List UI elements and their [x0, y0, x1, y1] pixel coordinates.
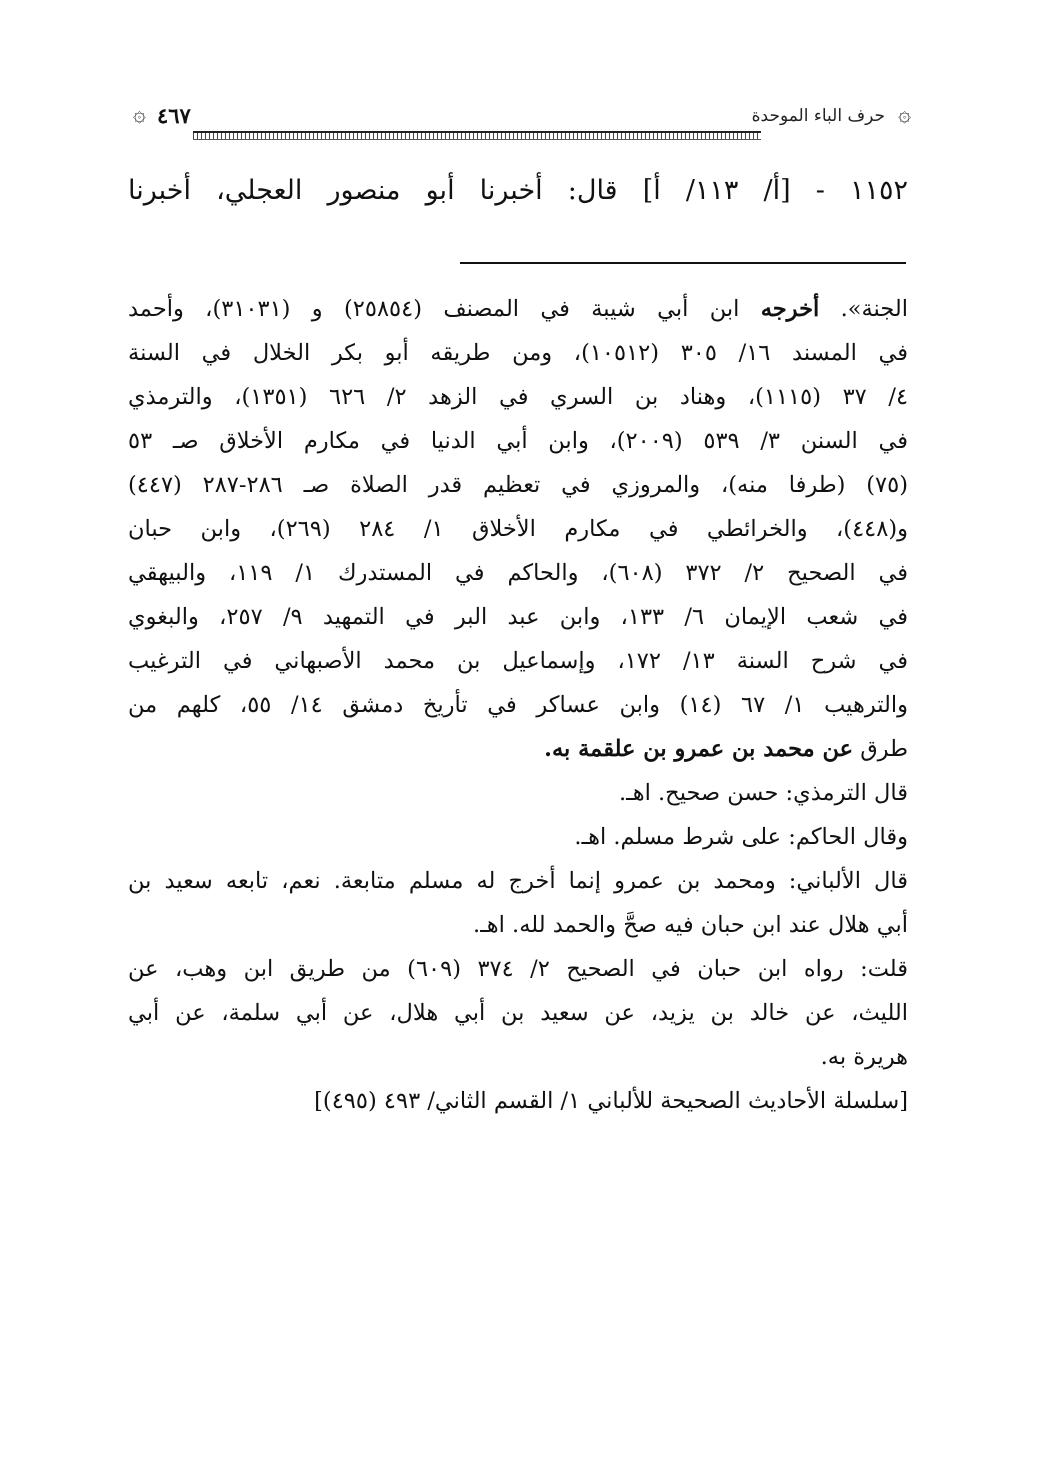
footnote-line: في المسند ١٦/ ٣٠٥ (١٠٥١٢)، ومن طريقه أبو بكر الخلال في السنة	[128, 340, 908, 366]
footnote-line: طرق عن محمد بن عمرو بن علقمة به.	[544, 736, 908, 762]
header-ornamental-rule	[193, 131, 761, 140]
footnote-separator	[460, 262, 906, 264]
page-number: ٤٦٧	[157, 103, 191, 128]
footnote-line: الجنة». أخرجه ابن أبي شيبة في المصنف (٢٥٨٥٤) و (٣١٠٣١)، وأحمد	[128, 296, 908, 322]
source-citation: [سلسلة الأحاديث الصحيحة للألباني ١/ القسم الثاني/ ٤٩٣ (٤٩٥)]	[314, 1088, 908, 1114]
footnote-line: قلت: رواه ابن حبان في الصحيح ٢/ ٣٧٤ (٦٠٩) من طريق ابن وهب، عن	[128, 956, 909, 982]
running-header	[133, 98, 911, 144]
footnote-line: (٧٥) (طرفا منه)، والمروزي في تعظيم قدر الصلاة صـ ٢٨٦-٢٨٧ (٤٤٧)	[128, 472, 908, 498]
header-ornament-right-icon: ۞	[898, 102, 911, 127]
header-ornament-left-icon: ۞	[133, 102, 146, 127]
footnote-line: قال الترمذي: حسن صحيح. اهـ.	[619, 780, 908, 806]
footnote-line: الليث، عن خالد بن يزيد، عن سعيد بن أبي هلال، عن أبي سلمة، عن أبي	[128, 1000, 908, 1026]
footnote-line: في شرح السنة ١٣/ ١٧٢، وإسماعيل بن محمد الأصبهاني في الترغيب	[128, 648, 908, 674]
footnote-line: أبي هلال عند ابن حبان فيه صحَّ والحمد لله. اهـ.	[473, 912, 908, 938]
hadith-isnad-line: ١١٥٢ - [أ/ ١١٣/ أ] قال: أخبرنا أبو منصور العجلي، أخبرنا	[128, 175, 908, 206]
footnote-line: هريرة به.	[820, 1044, 908, 1070]
chapter-title: حرف الباء الموحدة	[751, 106, 885, 126]
footnote-line: ٤/ ٣٧ (١١١٥)، وهناد بن السري في الزهد ٢/ ٦٢٦ (١٣٥١)، والترمذي	[128, 384, 909, 410]
bold-phrase: عن محمد بن عمرو بن علقمة به.	[544, 736, 854, 762]
footnote-line: و(٤٤٨)، والخرائطي في مكارم الأخلاق ١/ ٢٨٤ (٢٦٩)، وابن حبان	[128, 516, 909, 542]
footnote-line: في السنن ٣/ ٥٣٩ (٢٠٠٩)، وابن أبي الدنيا في مكارم الأخلاق صـ ٥٣	[128, 428, 908, 454]
footnote-line: وقال الحاكم: على شرط مسلم. اهـ.	[574, 824, 908, 850]
footnote-line: في شعب الإيمان ٦/ ١٣٣، وابن عبد البر في التمهيد ٩/ ٢٥٧، والبغوي	[128, 604, 909, 630]
footnote-text	[128, 287, 908, 1123]
bold-phrase: أخرجه	[760, 296, 820, 322]
footnote-line: في الصحيح ٢/ ٣٧٢ (٦٠٨)، والحاكم في المستدرك ١/ ١١٩، والبيهقي	[128, 560, 908, 586]
footnote-line: قال الألباني: ومحمد بن عمرو إنما أخرج له مسلم متابعة. نعم، تابعه سعيد بن	[128, 868, 908, 894]
footnote-line: والترهيب ١/ ٦٧ (١٤) وابن عساكر في تأريخ دمشق ١٤/ ٥٥، كلهم من	[128, 692, 908, 718]
